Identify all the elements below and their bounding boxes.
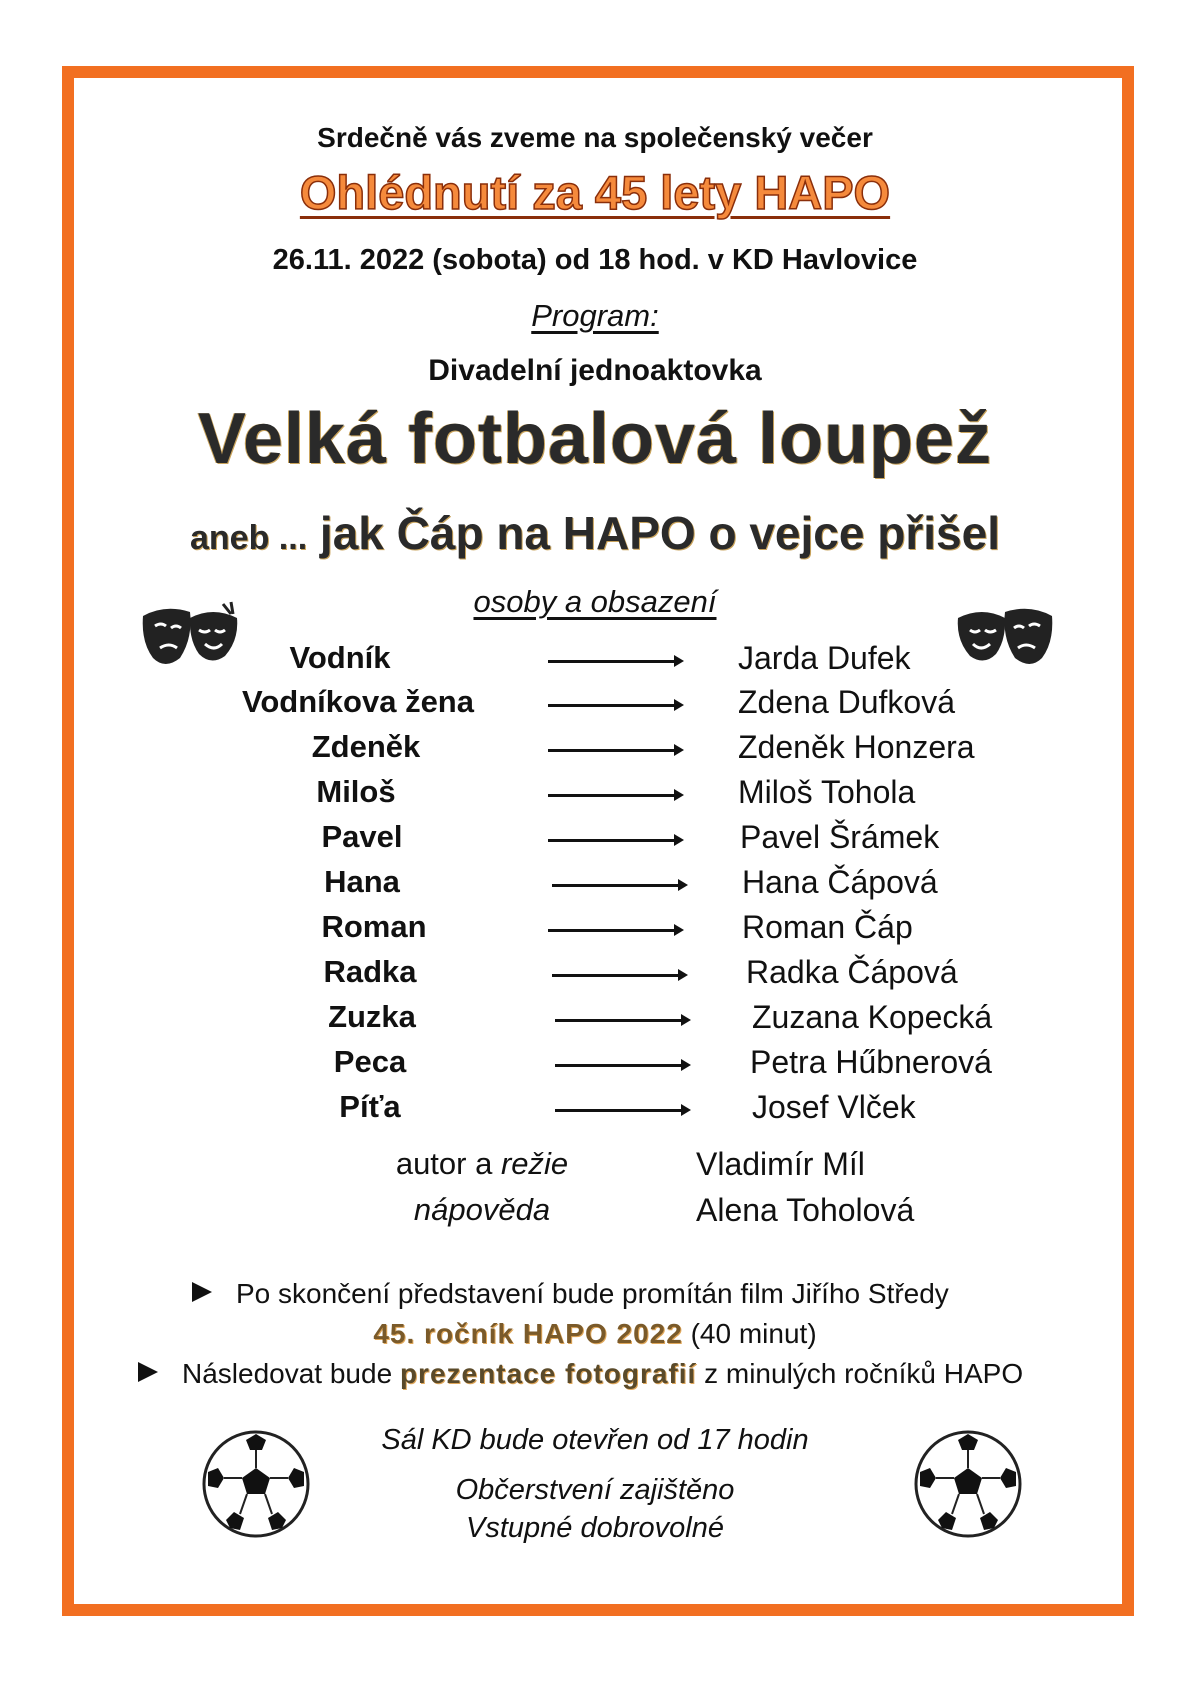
invitation-line: Srdečně vás zveme na společenský večer <box>317 122 873 153</box>
bullet-arrow-icon <box>192 1282 212 1302</box>
cast-row <box>0 640 1190 684</box>
play-subtitle <box>0 506 1190 560</box>
subtitle-prefix: aneb ... <box>190 519 308 557</box>
cast-row <box>0 999 1190 1043</box>
crew-name-author: Vladimír Míl <box>696 1146 865 1182</box>
cast-actor: Petra Hűbnerová <box>750 1044 992 1080</box>
arrow-icon <box>555 1019 687 1022</box>
film-title: 45. ročník HAPO 2022 <box>373 1318 683 1349</box>
crew-label-plain: autor a <box>395 1146 501 1181</box>
arrow-icon <box>548 749 680 752</box>
soccer-ball-icon <box>912 1428 1024 1540</box>
film-note <box>192 1278 949 1310</box>
crew-label-italic: nápověda <box>413 1192 551 1227</box>
arrow-icon <box>552 974 684 977</box>
cast-role: Vodník <box>289 640 391 675</box>
cast-role: Zdeněk <box>311 729 421 764</box>
event-title: Ohlédnutí za 45 lety HAPO <box>299 166 891 219</box>
arrow-icon <box>548 660 680 663</box>
cast-role: Píťa <box>339 1089 401 1124</box>
play-title: Velká fotbalová loupež <box>197 399 993 479</box>
opening-time: Sál KD bude otevřen od 17 hodin <box>381 1424 809 1456</box>
cast-role: Vodníkova žena <box>242 684 474 719</box>
refreshments: Občerstvení zajištěno <box>455 1474 735 1506</box>
cast-row <box>0 1089 1190 1133</box>
arrow-icon <box>548 704 680 707</box>
subtitle-main: jak Čáp na HAPO o vejce přišel <box>319 507 1000 559</box>
arrow-icon <box>548 929 680 932</box>
cast-role: Hana <box>324 864 400 899</box>
photos-suffix: z minulých ročníků HAPO <box>704 1358 1024 1389</box>
cast-actor: Zdeněk Honzera <box>738 729 975 765</box>
crew-label-italic: režie <box>500 1146 569 1181</box>
cast-actor: Zuzana Kopecká <box>752 999 993 1035</box>
cast-row <box>0 774 1190 818</box>
cast-row <box>0 684 1190 728</box>
bullet-arrow-icon <box>138 1362 158 1382</box>
cast-row <box>0 1044 1190 1088</box>
date-line: 26.11. 2022 (sobota) od 18 hod. v KD Havlovice <box>272 244 918 276</box>
cast-role: Radka <box>323 954 417 989</box>
cast-actor: Pavel Šrámek <box>740 819 940 855</box>
cast-role: Zuzka <box>328 999 416 1034</box>
cast-row <box>0 729 1190 773</box>
cast-actor: Miloš Tohola <box>738 774 916 810</box>
cast-actor: Radka Čápová <box>746 954 958 990</box>
cast-actor: Jarda Dufek <box>738 640 911 676</box>
arrow-icon <box>555 1109 687 1112</box>
film-note-text: Po skončení představení bude promítán film Jiřího Středy <box>236 1278 949 1309</box>
crew-name-prompter: Alena Toholová <box>696 1192 915 1228</box>
cast-heading: osoby a obsazení <box>473 584 717 619</box>
film-title-line <box>0 1318 1190 1350</box>
photos-highlight: prezentace fotografií <box>399 1358 697 1389</box>
cast-actor: Hana Čápová <box>742 864 938 900</box>
cast-actor: Josef Vlček <box>752 1089 916 1125</box>
entry-fee: Vstupné dobrovolné <box>466 1512 724 1544</box>
arrow-icon <box>548 794 680 797</box>
cast-role: Roman <box>321 909 427 944</box>
cast-row <box>0 819 1190 863</box>
cast-role: Peca <box>333 1044 407 1079</box>
photos-note <box>138 1358 1023 1390</box>
cast-row <box>0 909 1190 953</box>
cast-row <box>0 954 1190 998</box>
arrow-icon <box>548 839 680 842</box>
cast-role: Pavel <box>321 819 403 854</box>
arrow-icon <box>555 1064 687 1067</box>
crew-label-prompter <box>352 1192 612 1228</box>
arrow-icon <box>552 884 684 887</box>
cast-row <box>0 864 1190 908</box>
photos-prefix: Následovat bude <box>182 1358 393 1389</box>
soccer-ball-icon <box>200 1428 312 1540</box>
cast-actor: Roman Čáp <box>742 909 913 945</box>
genre-label: Divadelní jednoaktovka <box>428 354 762 387</box>
crew-label-author <box>352 1146 612 1182</box>
cast-actor: Zdena Dufková <box>738 684 956 720</box>
cast-role: Miloš <box>316 774 396 809</box>
program-label: Program: <box>531 298 659 333</box>
film-duration: (40 minut) <box>690 1318 817 1349</box>
